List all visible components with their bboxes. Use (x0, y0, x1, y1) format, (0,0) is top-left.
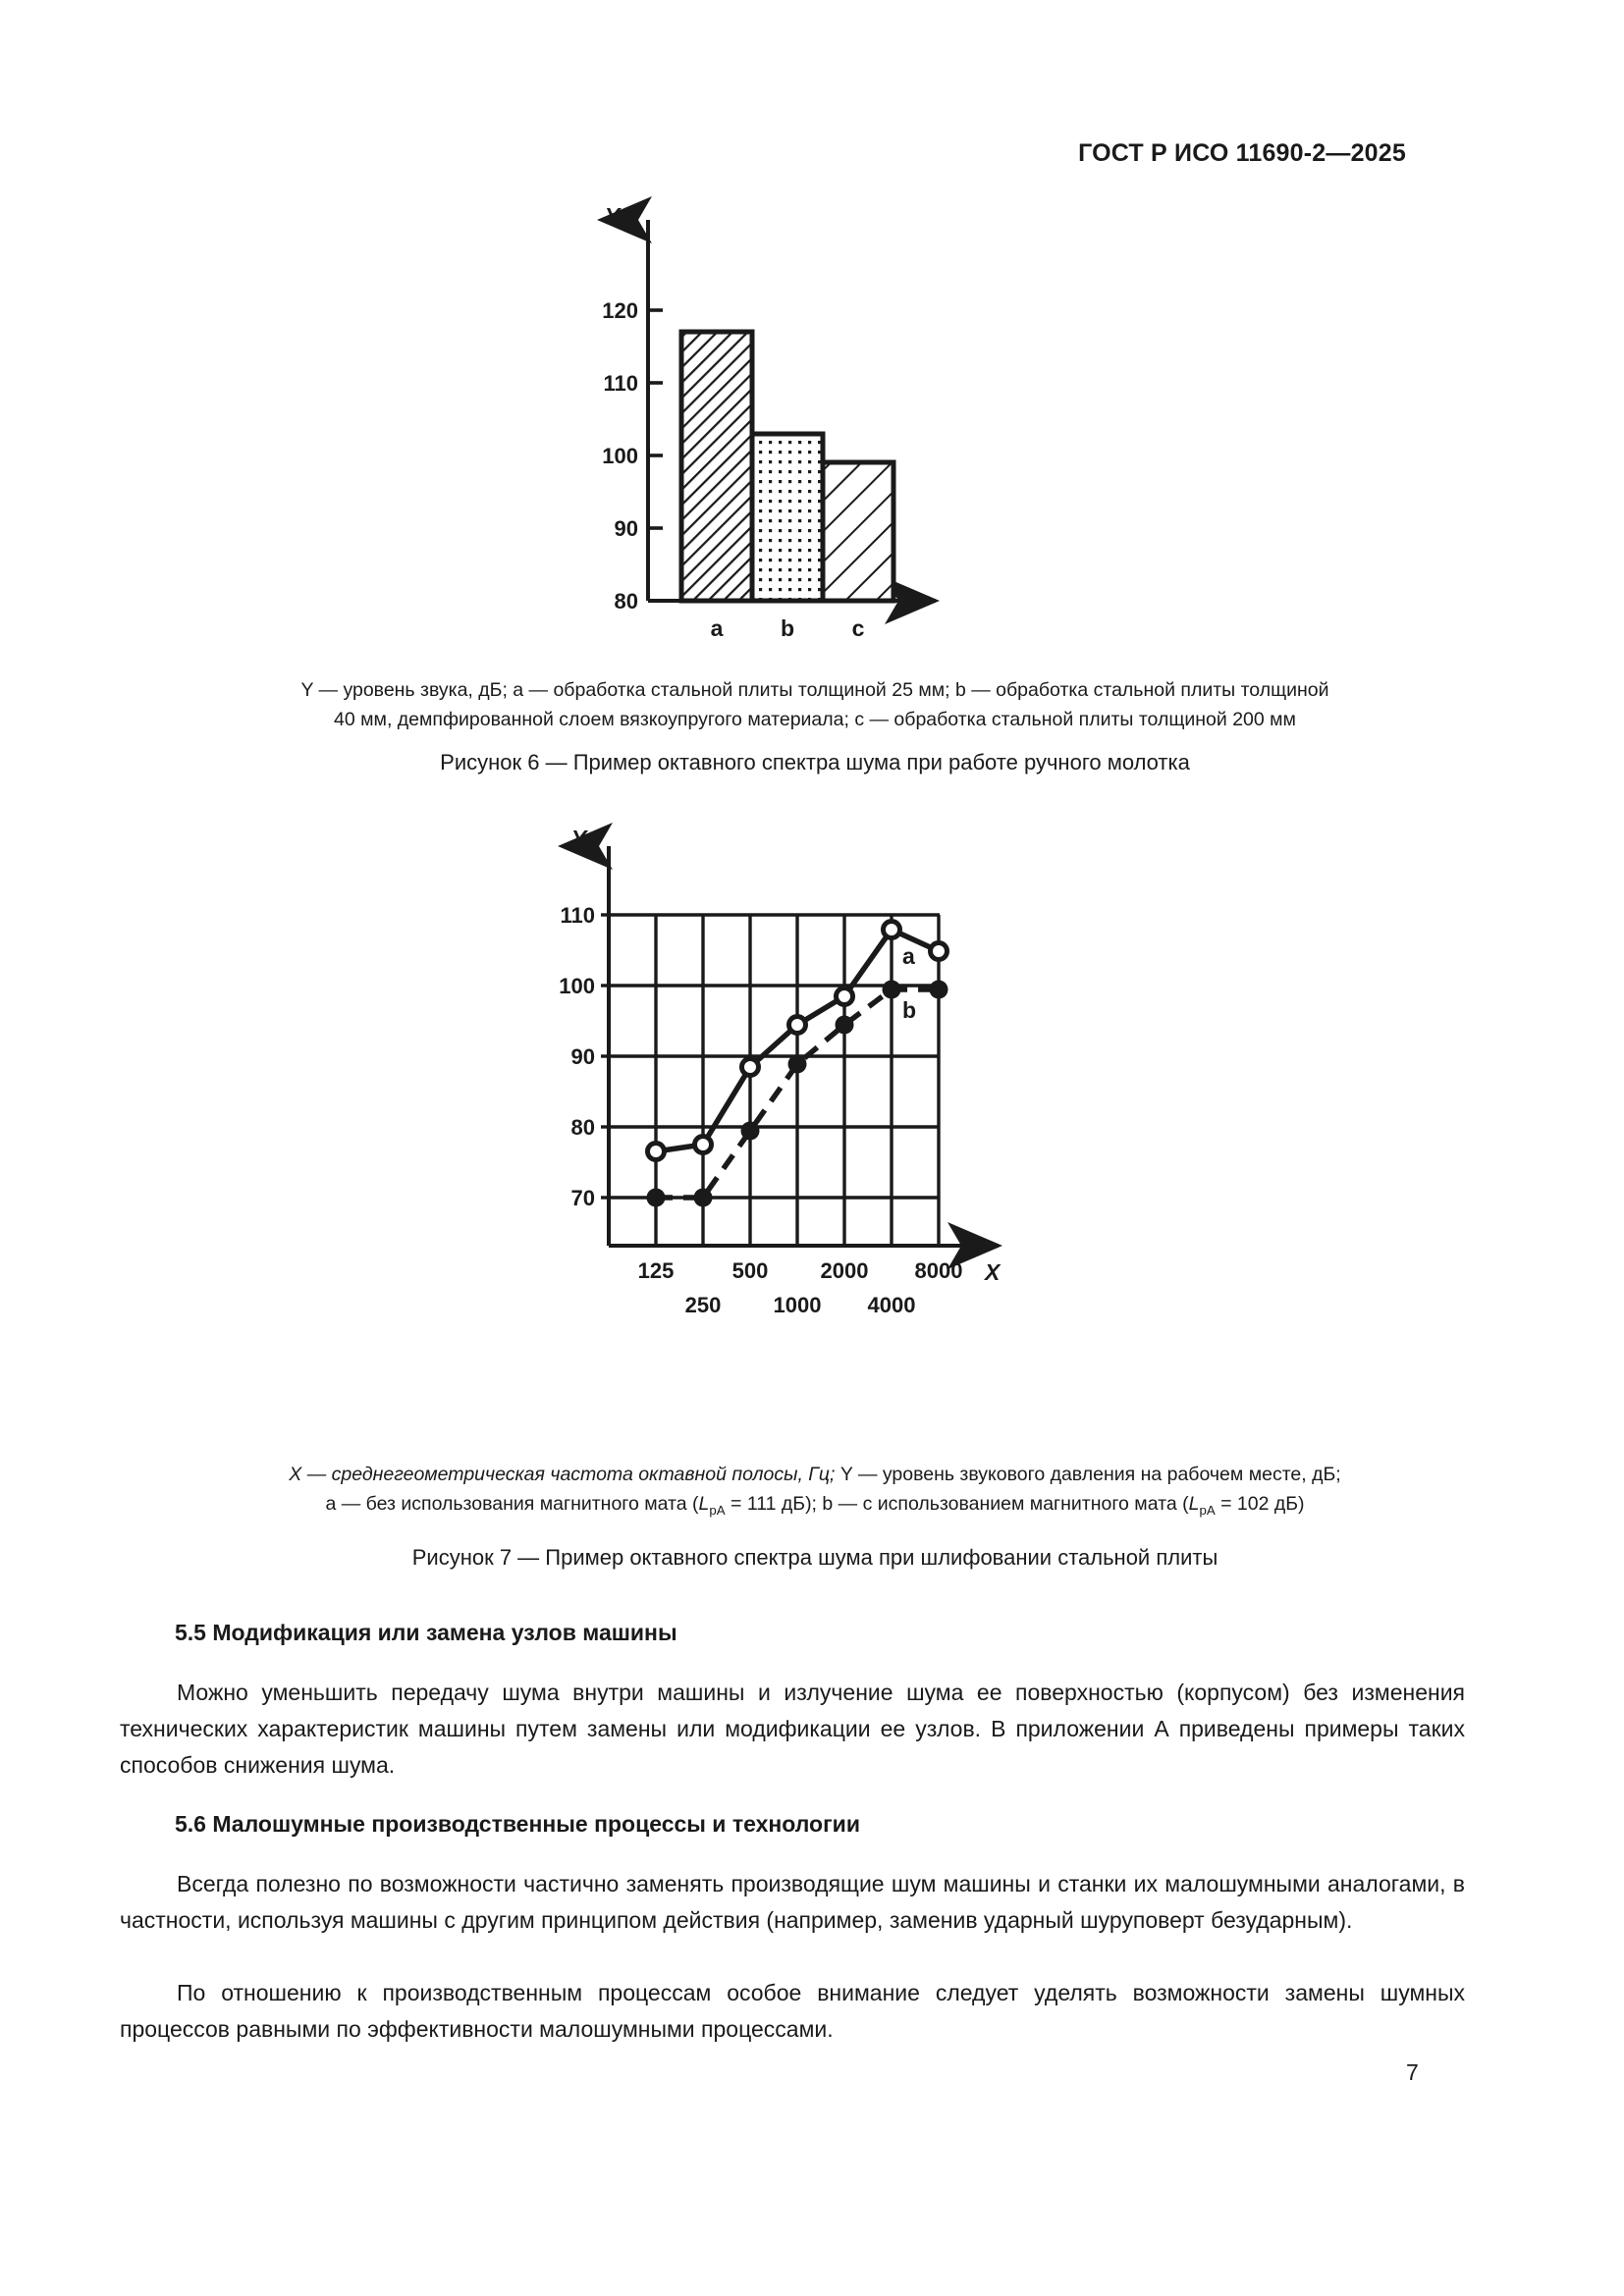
bar-b (752, 434, 823, 601)
page-header-standard-number: ГОСТ Р ИСО 11690-2—2025 (1078, 139, 1406, 167)
line-chart-series-a-annotation: a (902, 943, 915, 969)
line-chart-x-axis-label: X (985, 1259, 1001, 1285)
figure-7-line-chart (511, 817, 1021, 1435)
section-5-5-paragraph-1-text: Можно уменьшить передачу шума внутри машины и излучение шума ее поверхностью (корпусом) без изменения технических характеристик машины путем замены или модификации ее узлов. В приложении А приведены примеры таких способов снижения шума. (120, 1680, 1465, 1778)
figure-7-legend-line-1 (157, 1460, 1473, 1489)
line-y-tick-80: 80 (570, 1115, 595, 1140)
line-x-tick-250: 250 (684, 1293, 722, 1317)
figure-7-lpa-subscript-2: pA (1199, 1502, 1216, 1518)
bar-y-tick-110: 110 (603, 371, 638, 396)
figure-6-legend-line-1: Y — уровень звука, дБ; a — обработка стальной плиты толщиной 25 мм; b — обработка стальной плиты толщиной (300, 679, 1329, 701)
bar-y-tick-120: 120 (602, 298, 638, 323)
line-y-tick-70: 70 (570, 1186, 595, 1210)
section-5-6-paragraph-1-text: Всегда полезно по возможности частично заменять производящие шум машины и станки их малошумными аналогами, в частности, используя машины с другим принципом действия (например, заменив ударный шуруповерт безударным). (120, 1871, 1465, 1933)
line-chart-x-tick-labels (638, 1258, 963, 1317)
line-x-tick-1000: 1000 (773, 1293, 822, 1317)
figure-6-title: Рисунок 6 — Пример октавного спектра шума при работе ручного молотка (440, 750, 1190, 774)
line-chart-series-b-annotation: b (902, 997, 917, 1023)
figure-7-legend (157, 1460, 1473, 1525)
bar-chart-y-ticks (648, 310, 663, 601)
section-heading-5-6: 5.6 Малошумные производственные процессы и технологии (175, 1811, 860, 1837)
figure-7-legend-a-desc: a — без использования магнитного мата ( (325, 1493, 699, 1515)
figure-7-lpa-subscript-1: pA (709, 1502, 726, 1518)
line-chart-y-axis-label: Y (571, 826, 587, 851)
section-5-6-paragraph-1 (120, 1866, 1465, 1939)
figure-6-legend-line-2: 40 мм, демпфированной слоем вязкоупругого материала; c — обработка стальной плиты толщиной 200 мм (334, 709, 1296, 730)
line-chart-svg (511, 817, 1021, 1435)
bar-category-b: b (780, 615, 795, 641)
line-x-tick-500: 500 (731, 1258, 769, 1283)
figure-7-title: Рисунок 7 — Пример октавного спектра шума при шлифовании стальной плиты (411, 1545, 1218, 1570)
figure-7-legend-y-desc: Y — уровень звукового давления на рабочем месте, дБ; (839, 1464, 1341, 1485)
section-5-6-paragraph-2 (120, 1975, 1465, 2048)
bar-category-a: a (710, 615, 724, 641)
figure-7-legend-line-2 (157, 1489, 1473, 1525)
page-number: 7 (1406, 2059, 1419, 2085)
line-chart-y-tick-labels (559, 903, 595, 1210)
section-5-5-paragraph-1 (120, 1675, 1465, 1784)
bar-category-c: c (851, 615, 865, 641)
figure-7-legend-x-desc: X — среднегеометрическая частота октавной полосы, Гц; (289, 1464, 840, 1485)
line-x-tick-8000: 8000 (914, 1258, 963, 1283)
figure-7-legend-b-value: = 102 дБ) (1215, 1493, 1305, 1515)
bar-chart-category-labels (711, 615, 865, 641)
figure-7-legend-b-desc: = 111 дБ); b — с использованием магнитного мата ( (725, 1493, 1189, 1515)
bar-chart-y-tick-labels (602, 298, 638, 614)
bar-chart-y-axis-label: Y (605, 203, 621, 229)
line-x-tick-125: 125 (637, 1258, 675, 1283)
bar-c (823, 462, 893, 601)
bar-y-tick-90: 90 (614, 516, 638, 541)
line-y-tick-90: 90 (570, 1044, 595, 1069)
line-x-tick-4000: 4000 (867, 1293, 916, 1317)
bar-a (681, 332, 752, 601)
section-heading-5-5: 5.5 Модификация или замена узлов машины (175, 1620, 677, 1645)
bar-y-tick-100: 100 (602, 444, 638, 468)
section-5-6-paragraph-2-text: По отношению к производственным процессам особое внимание следует уделять возможности замены шумных процессов равными по эффективности малошумными процессами. (120, 1980, 1465, 2042)
bar-y-tick-80: 80 (614, 589, 638, 614)
line-x-tick-2000: 2000 (820, 1258, 869, 1283)
line-y-tick-100: 100 (559, 974, 595, 998)
figure-7-lpa-symbol-2: L (1188, 1493, 1200, 1515)
figure-6-legend (157, 675, 1473, 734)
bar-chart-svg (550, 192, 962, 654)
line-y-tick-110: 110 (560, 903, 595, 928)
figure-6-bar-chart (550, 192, 962, 654)
figure-7-lpa-symbol-1: L (698, 1493, 710, 1515)
